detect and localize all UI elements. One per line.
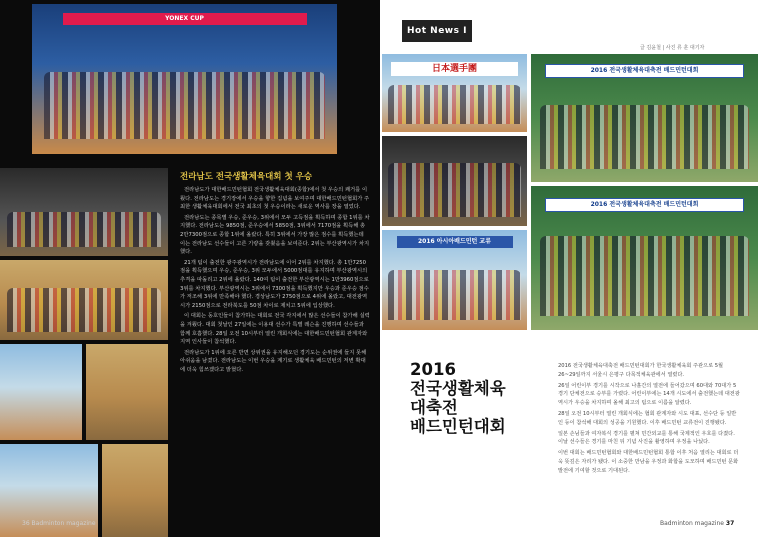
footer-magazine-name: Badminton magazine — [660, 520, 724, 527]
page-number: 37 — [725, 520, 735, 527]
article-paragraph: 이 대회는 동호인들이 참가하는 대회로 전국 각지에서 많은 선수들이 참가해 실력을 겨뤘다. 대회 첫날인 27일에는 이용대 선수가 특별 레슨을 진행하며 선수들과 함께 호흡했다. 28일 오전 10시부터 열린 개회식에는 대한배드민턴협회 관계자와 지역 인사들이 참석했다. — [180, 313, 370, 346]
article-paragraph: 일본 손님들과 여자복식 경기를 펼쳐 민간외교를 통해 국제적인 우호를 다졌다. 이날 선수들은 경기를 마친 뒤 기념 사진을 촬영하며 우정을 나눴다. — [558, 430, 735, 446]
photo-crowd-shape — [540, 236, 749, 315]
photo-ceremony-group — [531, 54, 758, 182]
article-paragraph: 전라남도가 1위에 오른 반면 상위권을 유지해오던 경기도는 순위권에 들지 못해 아쉬움을 남겼다. 전라남도는 이번 우승을 계기로 생활체육 배드민턴의 저변 확대에 더욱 힘쓰겠다고 밝혔다. — [180, 349, 367, 373]
title-line: 배드민턴대회 — [410, 417, 506, 436]
article-title: 전라남도 전국생활체육대회 첫 우승 — [180, 172, 313, 182]
photo-sign-japan: 日本選手團 — [391, 62, 519, 76]
photo-crowd-shape — [388, 163, 521, 217]
article-paragraph: 21개 팀이 출전한 광주광역시가 전라남도에 이어 2위를 차지했다. 총 1만7250점을 획득했으며 우승, 준우승, 3위 모두에서 5000점대를 유지하며 부산광역시의 추격을 따돌리고 2위에 올랐다. 140여 팀이 출전한 부산광역시는 1만3960점으로 3위를 차지했다. 부산광역시는 3위에서 7300점을 획득했지만 우승과 준우승 점수가 저조해 3위에 만족해야 했다. 경상남도가 2750점으로 4위에 올랐고, 대전광역시가 2150점으로 전라북도를 50점 차이로 제치고 5위에 입상했다. — [180, 259, 369, 309]
photo-crowd-shape — [540, 105, 749, 169]
photo-banner-exchange: 2016 아시아배드민턴 교류 — [397, 236, 513, 248]
photo-team-group — [32, 4, 337, 154]
page-title — [410, 360, 520, 436]
section-label: Hot News Ⅰ — [402, 20, 472, 42]
article-body — [180, 186, 370, 376]
article-paragraph: 28일 오전 10시부터 열린 개회식에는 협회 관계자와 시도 대표, 선수단 등 일반인 등이 참석해 대회의 성공을 기원했다. 이후 배드민턴 교류전이 진행됐다. — [558, 410, 737, 426]
photo-team-flag — [0, 168, 168, 256]
page-footer-right — [660, 520, 734, 527]
photo-player-action-1 — [0, 344, 82, 440]
photo-crowd-shape — [7, 212, 162, 247]
article-paragraph: 전라남도가 대한배드민턴협회 전국생활체육대회(종합)에서 첫 우승의 쾌거를 이뤘다. 전라남도는 경기장에서 우승을 향한 집념을 보여주며 대한배드민턴협회가 주최한 생활체육대회에서 전국 최초의 첫 우승이라는 새로운 역사를 장을 열었다. — [180, 187, 370, 211]
photo-japan-team — [382, 54, 527, 132]
title-line: 대축전 — [410, 398, 458, 417]
title-line: 2016 — [410, 360, 456, 379]
article-body-right — [558, 362, 740, 478]
article-paragraph: 26일 어린이부 경기를 시작으로 나흘간의 열전에 들어갔으며 60대와 70대가 5경기 단체전으로 승부를 가렸다. 어린이부에는 14개 시도에서 출전했는데 대전광역시가 우승을 차지하며 올해 최고의 팀으로 이름을 알렸다. — [558, 382, 740, 407]
article-paragraph: 2016 전국생활체육대축전 배드민턴대회가 한국생활체육회 주관으로 5월 26~29일까지 서울시 은평구 다목적체육관에서 열렸다. — [558, 363, 724, 378]
article-paragraph: 전라남도는 종목별 우승, 준우승, 3위에서 모두 고득점을 획득하며 종합 1위를 차지했다. 전라남도는 9850점, 준우승에서 5850점, 3위에서 7170점을 획득해 총 2만7300점으로 종합 1위에 올랐다. 특히 3위에서 가장 많은 점수를 획득했는데 이는 전라남도 선수들이 고른 기량을 갖췄음을 보여준다. 2위는 부산광역시가 차지했다. — [180, 214, 370, 256]
photo-crowd-shape — [388, 270, 521, 320]
photo-banner-yonex: YONEX CUP — [63, 13, 307, 25]
article-paragraph: 이번 대회는 배드민턴협회와 대한배드민턴협회 통합 이후 처음 열리는 대회로 더욱 뜻깊은 자리가 됐다. 이 소중한 만남을 우정과 화합을 도모하며 배드민턴 문화 발전에 기여할 것으로 기대된다. — [558, 450, 739, 474]
photo-sign-event: 2016 전국생활체육대축전 배드민턴대회 — [545, 198, 745, 212]
photo-credit: 글 김윤철 | 사진 류 훈 대기자 — [640, 45, 705, 51]
photo-officials-group — [531, 186, 758, 330]
photo-crowd-shape — [388, 85, 521, 124]
photo-crowd-shape — [7, 288, 162, 332]
photo-sign-event: 2016 전국생활체육대축전 배드민턴대회 — [545, 64, 745, 78]
photo-award-handshake — [382, 136, 527, 226]
photo-exchange-group — [382, 230, 527, 330]
page-footer-left: 36 Badminton magazine — [22, 520, 96, 527]
photo-crowd-shape — [44, 72, 325, 140]
photo-player-action-4 — [102, 444, 168, 537]
photo-player-action-2 — [86, 344, 168, 440]
title-line: 전국생활체육 — [410, 379, 506, 398]
photo-players-rackets — [0, 260, 168, 340]
